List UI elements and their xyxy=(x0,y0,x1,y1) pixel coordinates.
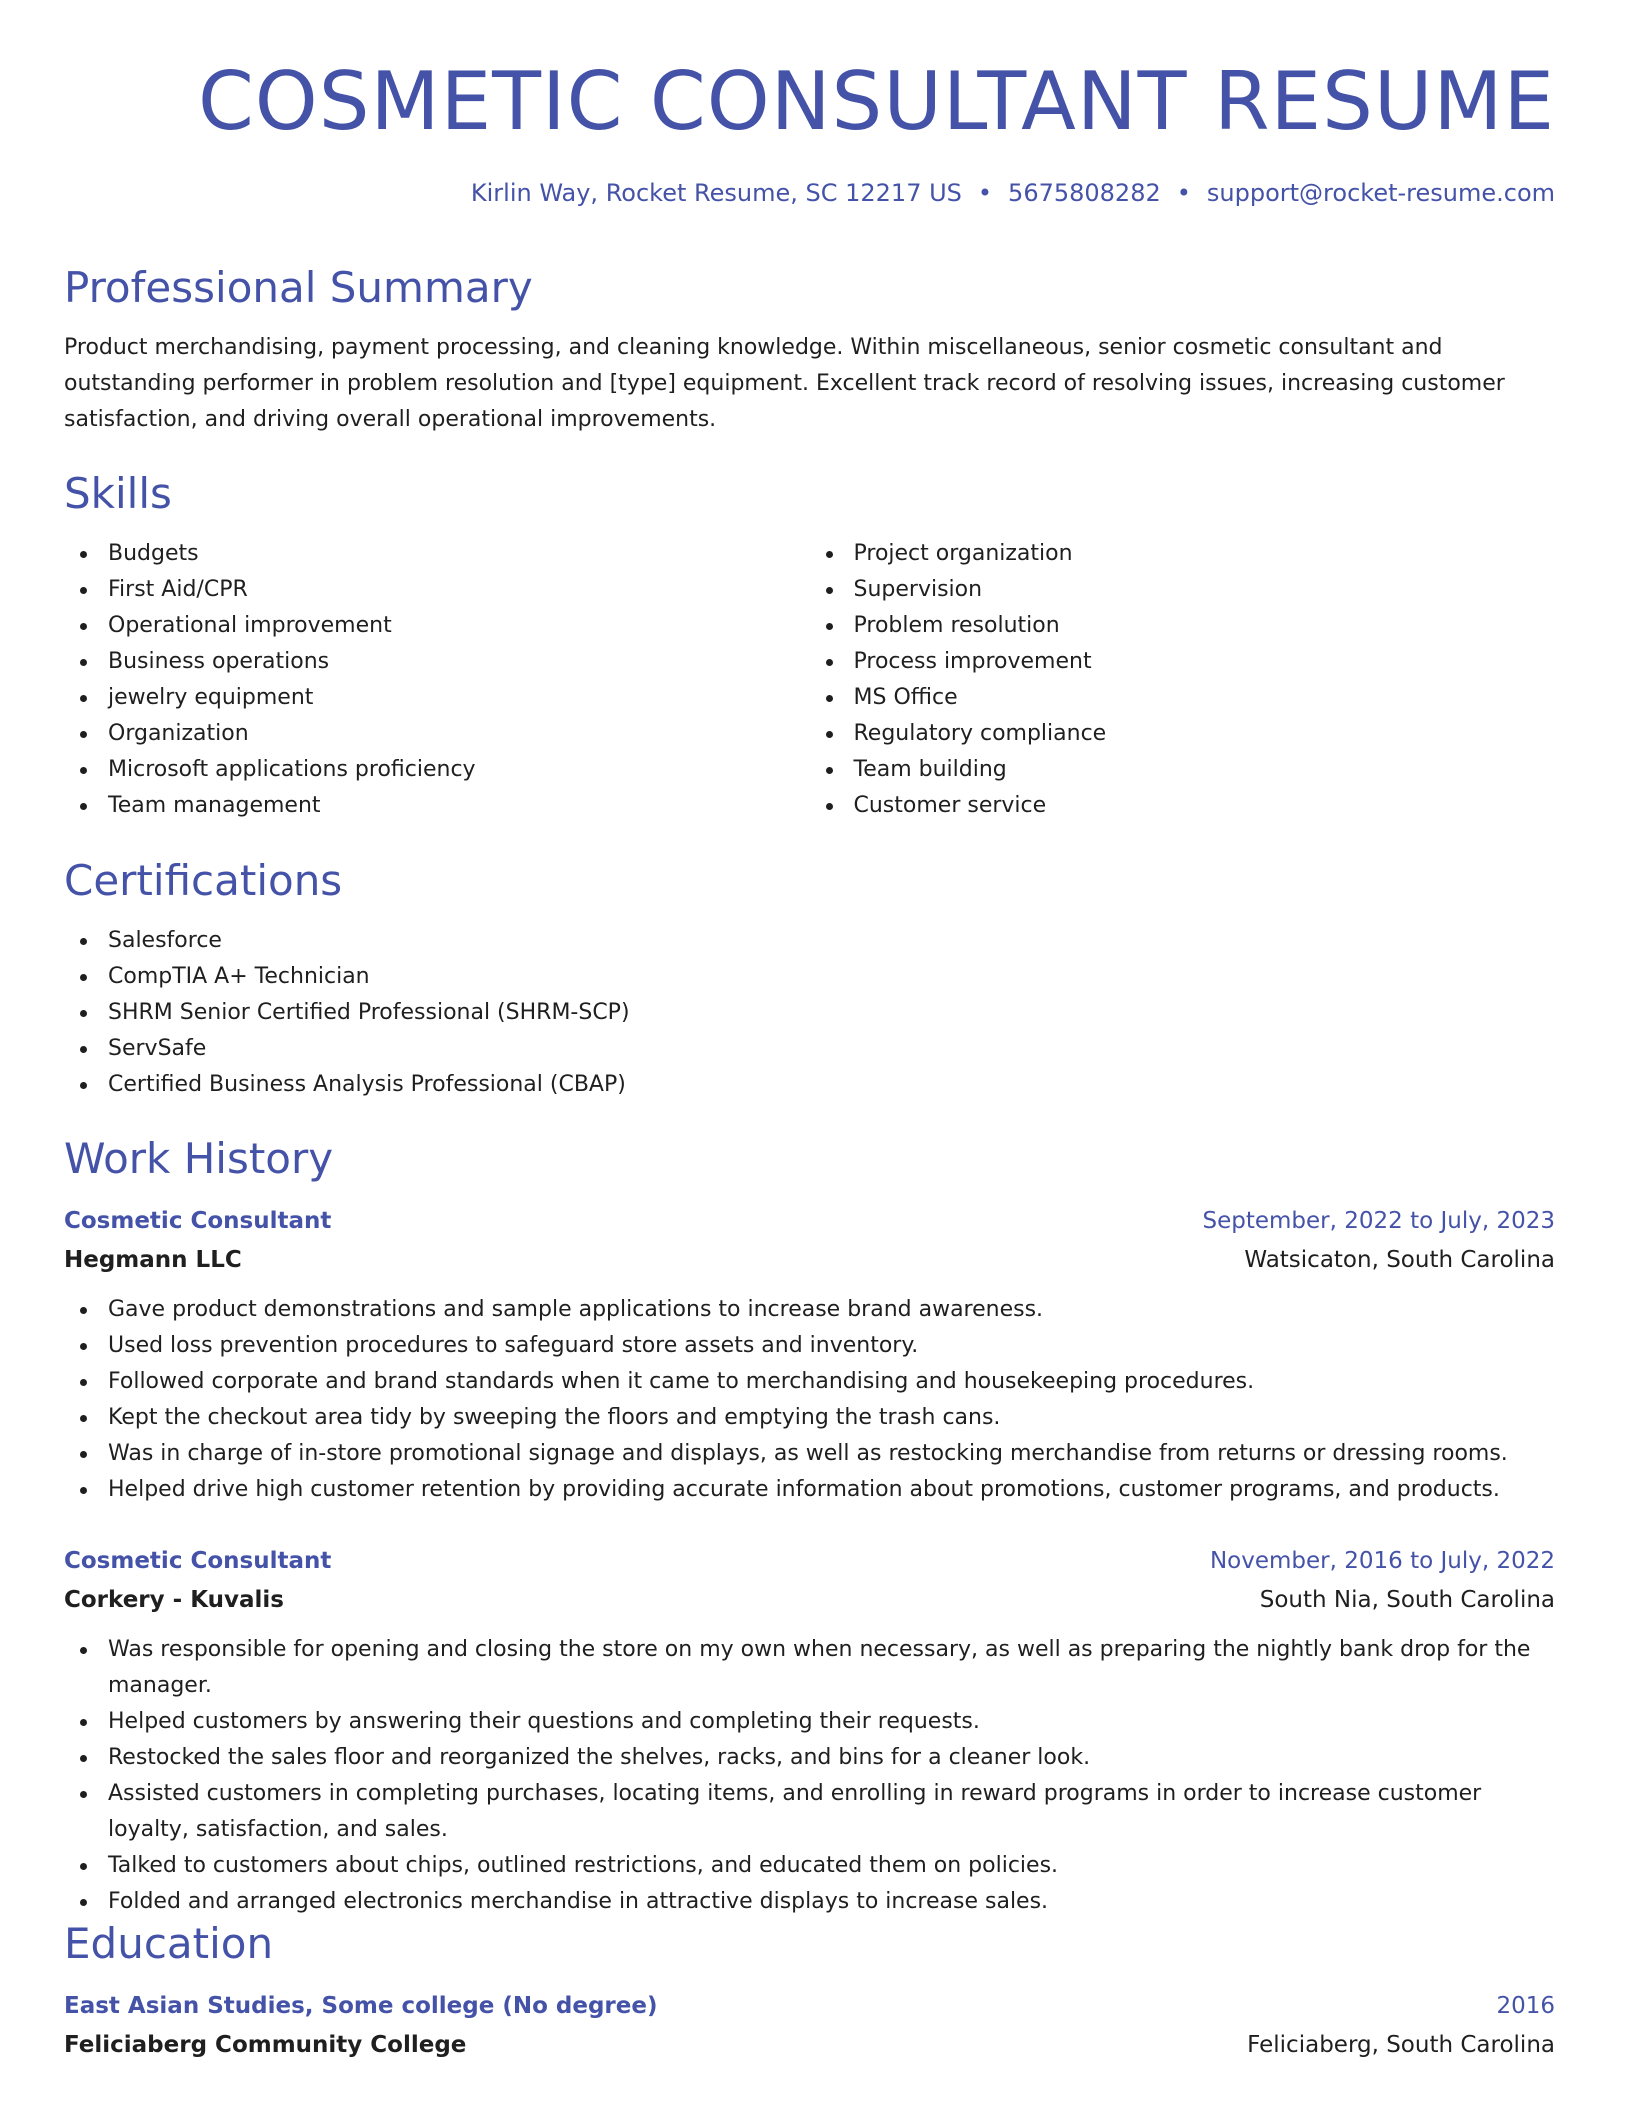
job-title: Cosmetic Consultant xyxy=(64,1208,332,1234)
contact-separator: • xyxy=(1176,179,1191,207)
skill-item: MS Office xyxy=(810,680,1556,716)
resume-title: COSMETIC CONSULTANT RESUME xyxy=(197,55,1555,148)
contact-email[interactable]: support@rocket-resume.com xyxy=(1206,179,1555,207)
skill-item: Supervision xyxy=(810,572,1556,608)
skill-item: Business operations xyxy=(64,644,810,680)
job-title: Cosmetic Consultant xyxy=(64,1548,332,1574)
skill-item: Team building xyxy=(810,752,1556,788)
job-bullet: Folded and arranged electronics merchandise in attractive displays to increase sales. xyxy=(64,1884,1555,1920)
certification-item: Certified Business Analysis Professional (CBAP) xyxy=(64,1067,1555,1103)
skill-item: Customer service xyxy=(810,788,1556,824)
skill-item: Microsoft applications proficiency xyxy=(64,752,810,788)
job-entry xyxy=(64,1202,1555,1508)
summary-heading: Professional Summary xyxy=(64,263,533,312)
job-bullet: Restocked the sales floor and reorganized the shelves, racks, and bins for a cleaner look. xyxy=(64,1740,1555,1776)
education-school: Feliciaberg Community College xyxy=(64,2032,467,2058)
certification-item: Salesforce xyxy=(64,923,1555,959)
job-bullet: Kept the checkout area tidy by sweeping the floors and emptying the trash cans. xyxy=(64,1400,1555,1436)
certifications-heading: Certifications xyxy=(64,856,343,905)
job-location: South Nia, South Carolina xyxy=(1259,1587,1555,1613)
contact-address: Kirlin Way, Rocket Resume, SC 12217 US xyxy=(470,179,962,207)
work-history-heading: Work History xyxy=(64,1134,334,1183)
job-bullet: Assisted customers in completing purchases, locating items, and enrolling in reward programs in order to increase customer loyalty, satisfaction, and sales. xyxy=(64,1776,1555,1848)
contact-line xyxy=(64,178,1555,208)
certification-item: SHRM Senior Certified Professional (SHRM-SCP) xyxy=(64,995,1555,1031)
skills-column-right xyxy=(810,536,1556,824)
job-bullet: Was responsible for opening and closing the store on my own when necessary, as well as preparing the nightly bank drop for the manager. xyxy=(64,1632,1555,1704)
job-company: Corkery - Kuvalis xyxy=(64,1587,284,1613)
job-bullet: Used loss prevention procedures to safeguard store assets and inventory. xyxy=(64,1328,1555,1364)
skill-item: Team management xyxy=(64,788,810,824)
contact-separator: • xyxy=(977,179,993,207)
job-bullet: Helped drive high customer retention by providing accurate information about promotions, customer programs, and products. xyxy=(64,1472,1555,1508)
skill-item: Organization xyxy=(64,716,810,752)
skill-item: Problem resolution xyxy=(810,608,1556,644)
education-heading: Education xyxy=(64,1919,274,1968)
skill-item: Budgets xyxy=(64,536,810,572)
summary-text: Product merchandising, payment processing, and cleaning knowledge. Within miscellaneous, senior cosmetic consultant and outstanding performer in problem resolution and [type] equipment. Excellent track record of resolving issues, increasing customer satisfaction, and driving overall operational improvements. xyxy=(64,335,1505,432)
education-location: Feliciaberg, South Carolina xyxy=(1247,2032,1555,2058)
certifications-list xyxy=(64,923,1555,1103)
job-dates: September, 2022 to July, 2023 xyxy=(1202,1208,1555,1234)
resume-page xyxy=(64,0,1555,2058)
job-bullet: Talked to customers about chips, outlined restrictions, and educated them on policies. xyxy=(64,1848,1555,1884)
certification-item: ServSafe xyxy=(64,1031,1555,1067)
job-bullet: Gave product demonstrations and sample applications to increase brand awareness. xyxy=(64,1292,1555,1328)
skills-column-left xyxy=(64,536,810,824)
skills-list xyxy=(64,536,1555,824)
job-entry xyxy=(64,1542,1555,1920)
job-bullet: Helped customers by answering their questions and completing their requests. xyxy=(64,1704,1555,1740)
skill-item: Operational improvement xyxy=(64,608,810,644)
certification-item: CompTIA A+ Technician xyxy=(64,959,1555,995)
education-entry xyxy=(64,1987,1555,2065)
skill-item: First Aid/CPR xyxy=(64,572,810,608)
education-year: 2016 xyxy=(1496,1993,1555,2019)
skill-item: jewelry equipment xyxy=(64,680,810,716)
skill-item: Regulatory compliance xyxy=(810,716,1556,752)
job-bullet: Followed corporate and brand standards when it came to merchandising and housekeeping procedures. xyxy=(64,1364,1555,1400)
job-bullet: Was in charge of in-store promotional signage and displays, as well as restocking merchandise from returns or dressing rooms. xyxy=(64,1436,1555,1472)
job-location: Watsicaton, South Carolina xyxy=(1244,1247,1555,1273)
contact-phone[interactable]: 5675808282 xyxy=(1008,179,1161,207)
skill-item: Project organization xyxy=(810,536,1556,572)
skill-item: Process improvement xyxy=(810,644,1556,680)
skills-heading: Skills xyxy=(64,469,172,518)
job-company: Hegmann LLC xyxy=(64,1247,242,1273)
job-dates: November, 2016 to July, 2022 xyxy=(1209,1548,1555,1574)
education-degree: East Asian Studies, Some college (No degree) xyxy=(64,1993,658,2019)
